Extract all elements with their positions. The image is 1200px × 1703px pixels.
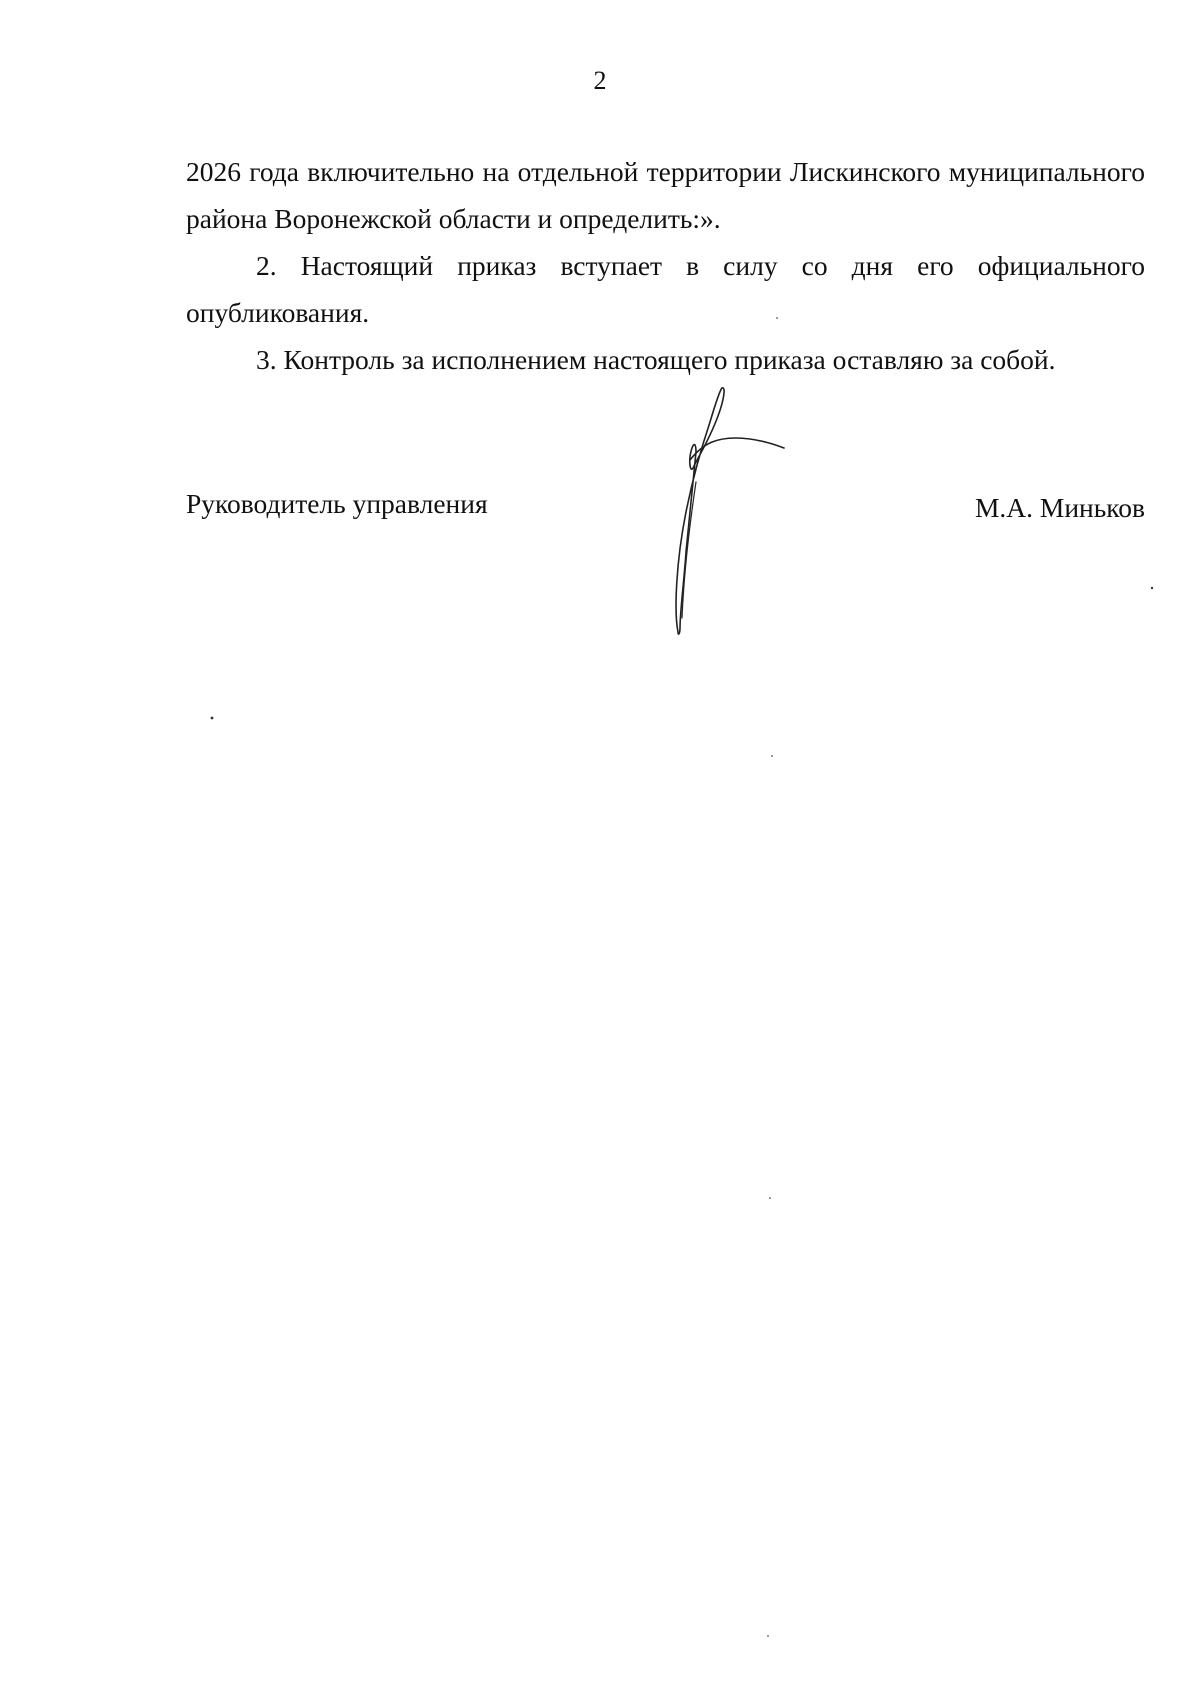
paragraph-continuation: 2026 года включительно на отдельной территории Лискинского муниципального района Воронежской области и определить:». (186, 156, 1145, 234)
handwritten-signature (660, 382, 800, 642)
signer-position: Руководитель управления (186, 488, 488, 519)
paragraph-item-3: 3. Контроль за исполнением настоящего приказа оставляю за собой. (256, 344, 1056, 375)
document-body (186, 148, 1145, 383)
page-number: 2 (593, 66, 607, 95)
paragraph-item-2: 2. Настоящий приказ вступает в силу со дня его официального опубликования. (186, 250, 1145, 328)
signer-name: М.А. Миньков (974, 492, 1145, 523)
